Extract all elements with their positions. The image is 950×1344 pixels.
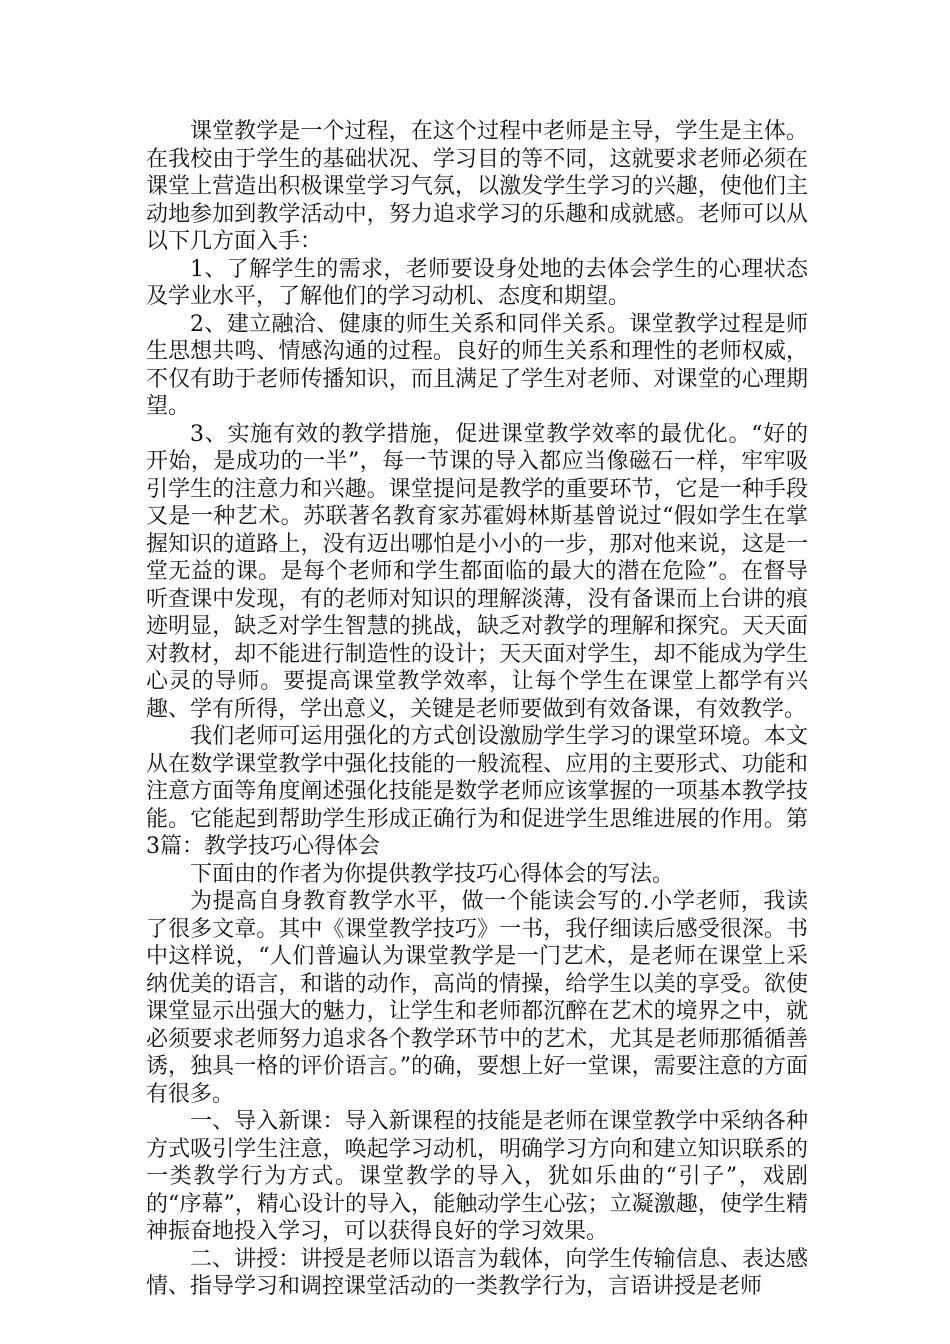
paragraph-section-one: 一、导入新课：导入新课程的技能是老师在课堂教学中采纳各种方式吸引学生注意，唤起学习动机，明确学习方向和建立知识联系的一类教学行为方式。课堂教学的导入，犹如乐曲的“引子”，戏剧的“序幕”，精心设计的导入，能触动学生心弦；立凝激趣，使学生精神振奋地投入学习，可以获得良好的学习效果。 [146, 1109, 808, 1244]
paragraph-reinforcement: 我们老师可运用强化的方式创设激励学生学习的课堂环境。本文从在数学课堂教学中强化技能的一般流程、应用的主要形式、功能和注意方面等角度阐述强化技能是数学老师应该掌握的一项基本教学技能。它能起到帮助学生形成正确行为和促进学生思维进展的作用。第3篇：教学技巧心得体会 [146, 724, 808, 859]
paragraph-item-1: 1、了解学生的需求，老师要设身处地的去体会学生的心理状态及学业水平，了解他们的学习动机、态度和期望。 [146, 256, 808, 309]
paragraph-author-note: 下面由的作者为你提供教学技巧心得体会的写法。 [190, 861, 675, 887]
paragraph-intro: 课堂教学是一个过程，在这个过程中老师是主导，学生是主体。在我校由于学生的基础状况、学习目的等不同，这就要求老师必须在课堂上营造出积极课堂学习气氛，以激发学生学习的兴趣，使他们主动地参加到教学活动中，努力追求学习的乐趣和成就感。老师可以从以下几方面入手： [146, 119, 808, 254]
paragraph-item-3: 3、实施有效的教学措施，促进课堂教学效率的最优化。“好的开始，是成功的一半”，每一节课的导入都应当像磁石一样，牢牢吸引学生的注意力和兴趣。课堂提问是教学的重要环节，它是一种手段又是一种艺术。苏联著名教育家苏霍姆林斯基曾说过“假如学生在掌握知识的道路上，没有迈出哪怕是小小的一步，那对他来说，这是一堂无益的课。是每个老师和学生都面临的最大的潜在危险”。在督导听查课中发现，有的老师对知识的理解淡薄，没有备课而上台讲的痕迹明显，缺乏对学生智慧的挑战，缺乏对教学的理解和探究。天天面对教材，却不能进行制造性的设计；天天面对学生，却不能成为学生心灵的导师。要提高课堂教学效率，让每个学生在课堂上都学有兴趣、学有所得，学出意义，关键是老师要做到有效备课，有效教学。 [146, 421, 808, 722]
document-body [146, 118, 808, 1301]
paragraph-reading: 为提高自身教育教学水平，做一个能读会写的.小学老师，我读了很多文章。其中《课堂教学技巧》一书，我仔细读后感受很深。书中这样说，“人们普遍认为课堂教学是一门艺术，是老师在课堂上采纳优美的语言，和谐的动作，高尚的情操，给学生以美的享受。欲使课堂显示出强大的魅力，让学生和老师都沉醉在艺术的境界之中，就必须要求老师努力追求各个教学环节中的艺术，尤其是老师那循循善诱，独具一格的评价语言。”的确，要想上好一堂课，需要注意的方面有很多。 [146, 889, 808, 1107]
paragraph-item-2: 2、建立融洽、健康的师生关系和同伴关系。课堂教学过程是师生思想共鸣、情感沟通的过程。良好的师生关系和理性的老师权威，不仅有助于老师传播知识，而且满足了学生对老师、对课堂的心理期望。 [146, 311, 808, 419]
paragraph-section-two: 二、讲授：讲授是老师以语言为载体，向学生传输信息、表达感情、指导学习和调控课堂活动的一类教学行为，言语讲授是老师 [146, 1246, 808, 1299]
